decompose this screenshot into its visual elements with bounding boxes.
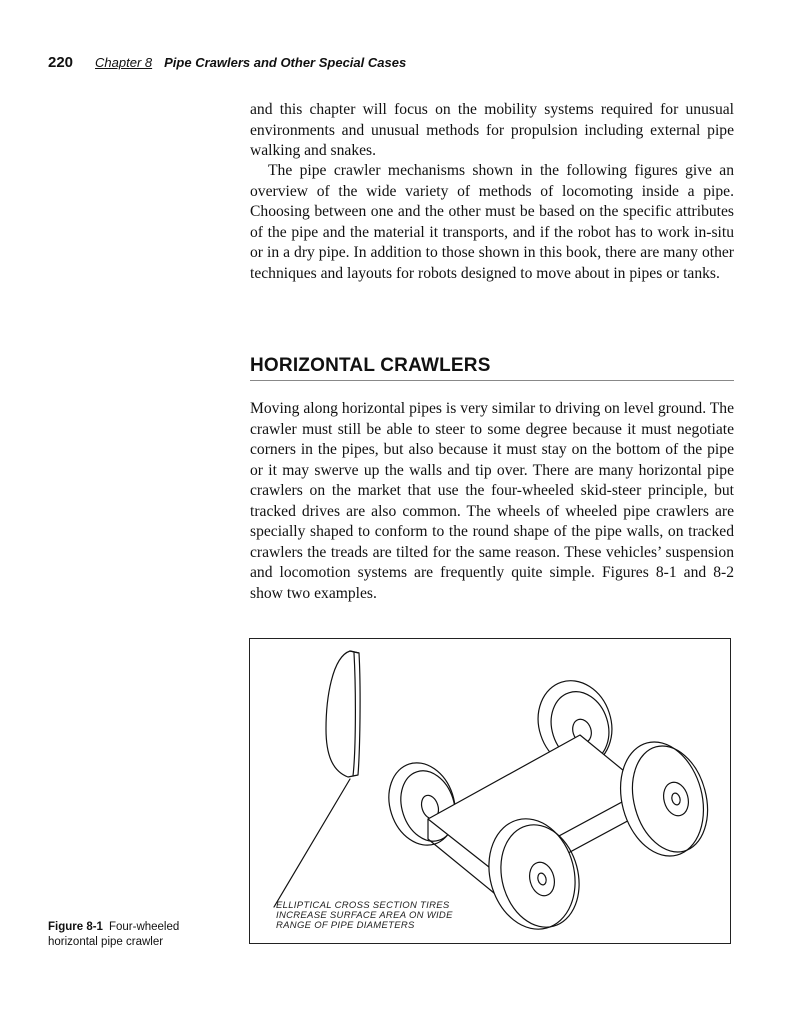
callout-leader-line (274, 779, 350, 907)
horizontal-crawlers-paragraph: Moving along horizontal pipes is very similar to driving on level ground. The crawler must still be able to steer to some degree because it must negotiate corners in the pipes, but also because it must stay on the bottom of the pipe or it may swerve up the walls and tip over. There are many horizontal pipe crawlers on the market that use the four-wheeled skid-steer principle, but tracked drives are also common. The wheels of wheeled pipe crawlers are specially shaped to conform to the round shape of the pipe walls, on tracked crawlers the treads are tilted for the same reason. These vehicles’ suspension and locomotion systems are frequently quite simple. Figures 8-1 and 8-2 show two examples. (250, 400, 734, 602)
page-number: 220 (48, 54, 74, 71)
section-heading: HORIZONTAL CRAWLERS (250, 355, 734, 381)
chapter-label: Chapter 8 (95, 55, 153, 70)
front-right-wheel (608, 733, 718, 866)
figure-8-1 (249, 638, 731, 944)
running-header (48, 54, 406, 71)
callout-line-3: RANGE OF PIPE DIAMETERS (276, 920, 415, 931)
figure-caption (48, 920, 208, 950)
tire-cross-section (326, 651, 360, 777)
figure-caption-text: Four-wheeled horizontal pipe crawler (48, 921, 180, 948)
callout-line-2: INCREASE SURFACE AREA ON WIDE (276, 910, 453, 921)
chapter-title: Pipe Crawlers and Other Special Cases (164, 55, 407, 70)
overview-paragraph: The pipe crawler mechanisms shown in the following figures give an overview of the wide variety of methods of locomoting inside a pipe. Choosing between one and the other must be based on the specific attributes of the pipe and the material it transports, and if the robot has to work in-situ or in a dry pipe. In addition to those shown in this book, there are many other techniques and layouts for robots designed to move about in pipes or tanks. (250, 162, 734, 282)
tire-callout-text (276, 901, 476, 931)
callout-line-1: ELLIPTICAL CROSS SECTION TIRES (276, 900, 450, 911)
figure-label: Figure 8-1 (48, 921, 103, 933)
intro-paragraph: and this chapter will focus on the mobility systems required for unusual environments and unusual methods for propulsion including external pipe walking and snakes. (250, 101, 734, 159)
